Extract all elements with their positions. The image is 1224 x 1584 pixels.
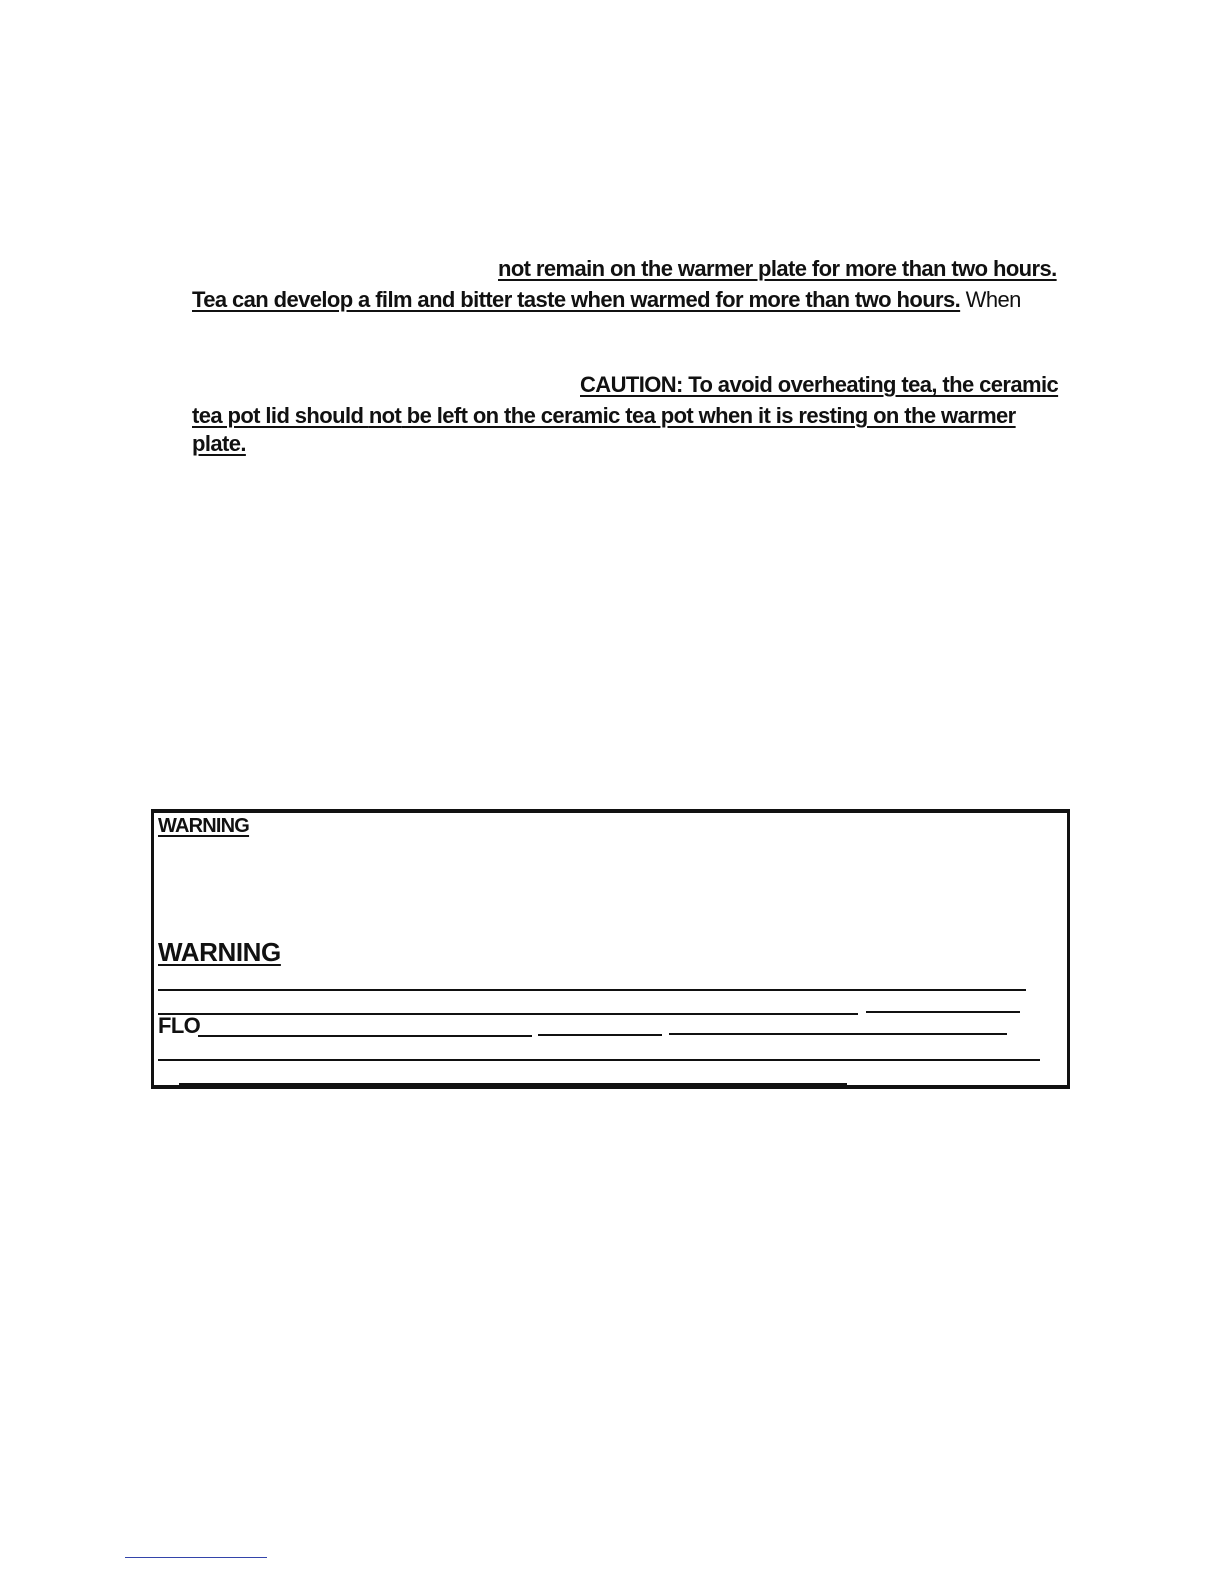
warmer-time-line: not remain on the warmer plate for more than two hours. xyxy=(498,256,1057,281)
redacted-line-1 xyxy=(158,989,1026,991)
flo-label: FLO xyxy=(158,1013,201,1038)
redacted-line-2b xyxy=(866,1011,1020,1013)
caution-heading-line: CAUTION: To avoid overheating tea, the ceramic xyxy=(580,372,1059,397)
film-taste-text: Tea can develop a film and bitter taste when warmed for more than two hours. xyxy=(192,287,961,312)
caution-plate-line: plate. xyxy=(192,431,246,456)
redacted-line-3a xyxy=(198,1035,532,1037)
warning-label-small: WARNING xyxy=(158,815,250,837)
redacted-line-5 xyxy=(179,1083,847,1085)
footnote-rule xyxy=(125,1557,267,1558)
caution-not-emphasis: not xyxy=(368,403,402,428)
caution-body-text-b: be left on the ceramic tea pot when it is resting on the warmer xyxy=(401,403,1016,428)
caution-body-text-a: tea pot lid should xyxy=(192,403,369,428)
film-taste-line xyxy=(192,287,1021,313)
redacted-line-2a xyxy=(158,1013,858,1015)
warning-label-large: WARNING xyxy=(158,937,281,967)
caution-body-line xyxy=(192,403,1016,429)
redacted-line-4 xyxy=(158,1059,1040,1061)
redacted-line-3b xyxy=(538,1034,662,1036)
redacted-line-3c xyxy=(669,1033,1007,1035)
warning-box xyxy=(151,809,1070,1089)
when-text: When xyxy=(960,287,1021,312)
